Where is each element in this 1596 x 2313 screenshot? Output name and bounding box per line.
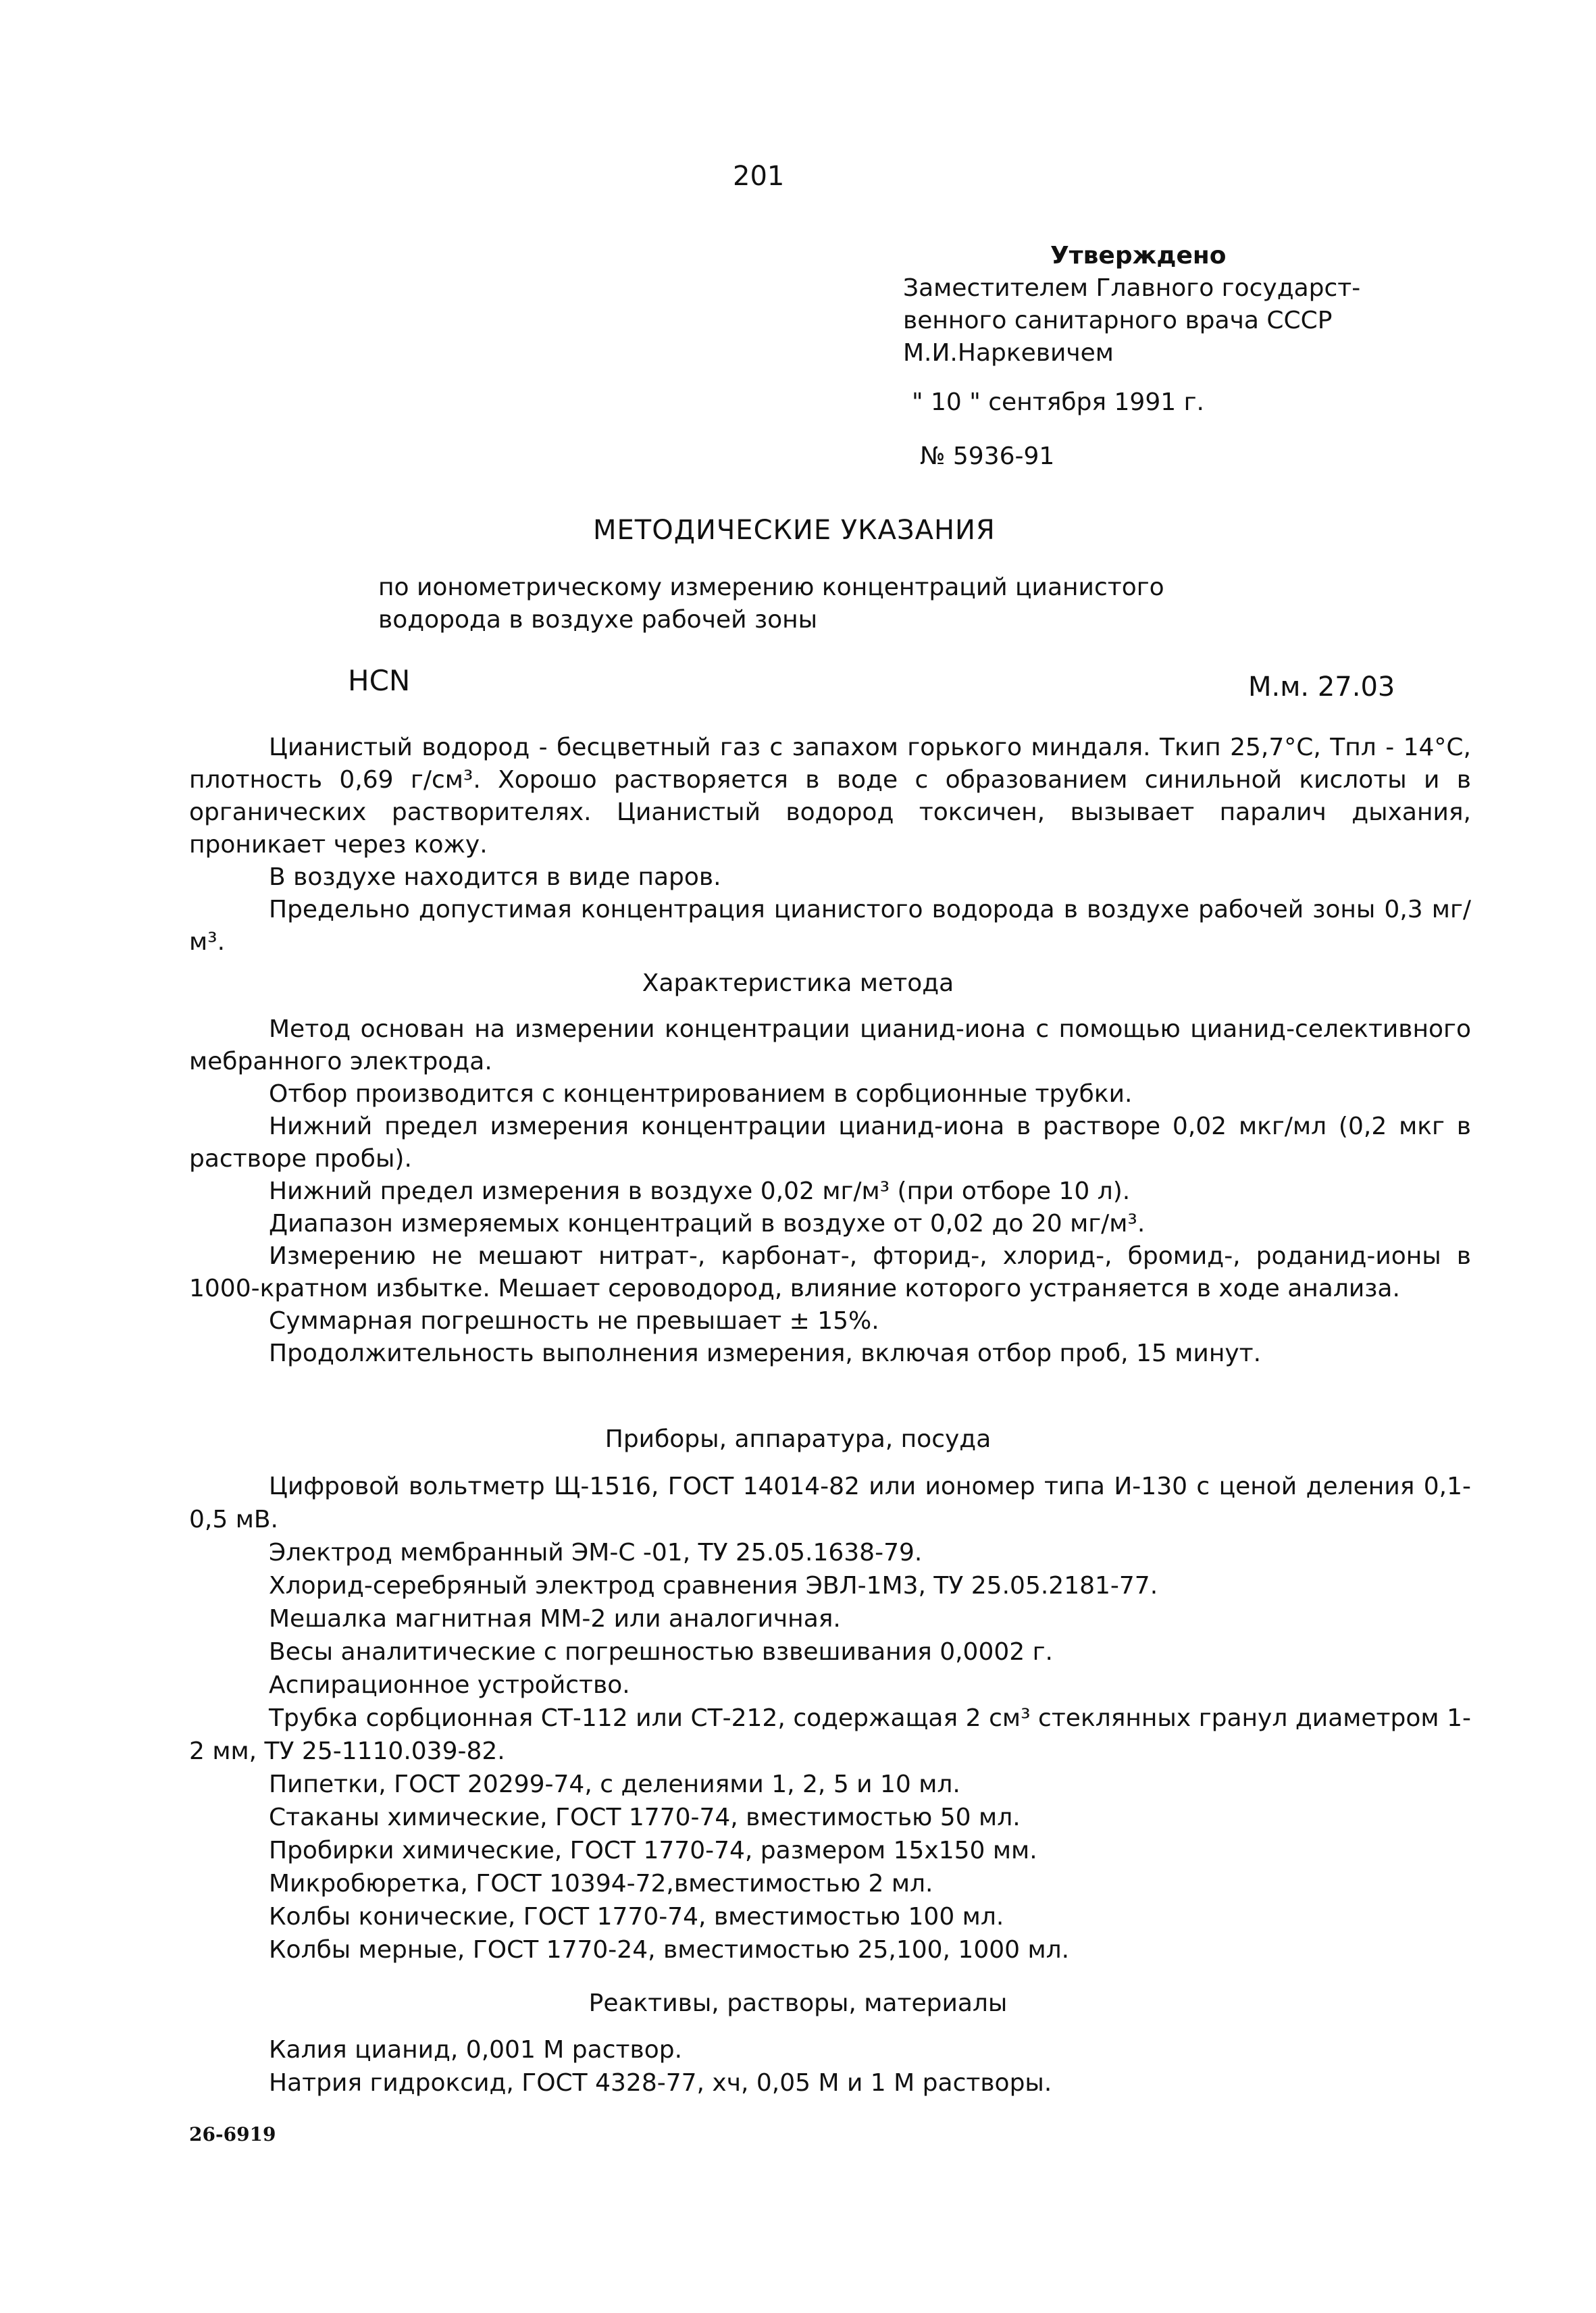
equipment-heading: Приборы, аппаратура, посуда [604,1425,992,1453]
list-item: Мешалка магнитная ММ-2 или аналогичная. [269,1605,841,1633]
reagents-list [189,2033,1471,2100]
approval-date: " 10 " сентября 1991 г. [912,388,1204,416]
method-paragraph: Нижний предел измерения в воздухе 0,02 мг/м³ (при отборе 10 л). [269,1177,1131,1205]
approval-heading: Утверждено [1050,242,1227,270]
approval-line: венного санитарного врача СССР [903,307,1333,334]
method-paragraph: Суммарная погрешность не превышает ± 15%. [269,1307,879,1335]
list-item: Трубка сорбционная СТ-112 или СТ-212, содержащая 2 см³ стеклянных гранул диаметром 1-2 мм, ТУ 25-1110.039-82. [189,1704,1471,1765]
intro-section [189,732,1471,959]
list-item: Колбы мерные, ГОСТ 1770-24, вместимостью 25,100, 1000 мл. [269,1936,1070,1964]
reagents-heading: Реактивы, растворы, материалы [588,1989,1008,2017]
document-subtitle: по ионометрическому измерению концентраций цианистого водорода в воздухе рабочей зоны [378,574,1164,634]
list-item: Цифровой вольтметр Щ-1516, ГОСТ 14014-82 или иономер типа И-130 с ценой деления 0,1-0,5 мВ. [189,1473,1471,1533]
list-item: Аспирационное устройство. [269,1671,630,1699]
document-title: МЕТОДИЧЕСКИЕ УКАЗАНИЯ [593,515,996,546]
approval-line: М.И.Наркевичем [903,339,1114,367]
list-item: Натрия гидроксид, ГОСТ 4328-77, хч, 0,05 М и 1 М растворы. [269,2069,1052,2097]
approval-line: Заместителем Главного государст- [903,274,1361,302]
page-number: 201 [733,161,785,192]
intro-paragraph: В воздухе находится в виде паров. [269,863,721,891]
list-item: Микробюретка, ГОСТ 10394-72,вместимостью 2 мл. [269,1870,933,1898]
list-item: Калия цианид, 0,001 М раствор. [269,2036,683,2064]
list-item: Стаканы химические, ГОСТ 1770-74, вместимостью 50 мл. [269,1804,1021,1831]
list-item: Электрод мембранный ЭМ-С -01, ТУ 25.05.1638-79. [269,1539,923,1567]
molar-mass-code: М.м. 27.03 [1248,671,1395,703]
list-item: Весы аналитические с погрешностью взвешивания 0,0002 г. [269,1638,1053,1666]
list-item: Колбы конические, ГОСТ 1770-74, вместимостью 100 мл. [269,1903,1004,1931]
method-paragraph: Отбор производится с концентрированием в сорбционные трубки. [269,1080,1133,1108]
equipment-list [189,1470,1471,1966]
method-paragraph: Нижний предел измерения концентрации цианид-иона в растворе 0,02 мкг/мл (0,2 мкг в растворе пробы). [189,1113,1471,1173]
document-number: № 5936-91 [920,442,1055,470]
intro-paragraph: Предельно допустимая концентрация цианистого водорода в воздухе рабочей зоны 0,3 мг/м³. [189,896,1471,956]
print-order-code: 26-6919 [189,2123,276,2145]
method-heading: Характеристика метода [642,969,954,997]
chemical-formula: HCN [348,664,411,697]
method-paragraph: Продолжительность выполнения измерения, включая отбор проб, 15 минут. [269,1340,1262,1367]
method-paragraph: Метод основан на измерении концентрации цианид-иона с помощью цианид-селективного мебранного электрода. [189,1015,1471,1075]
method-section [189,1013,1471,1370]
intro-paragraph: Цианистый водород - бесцветный газ с запахом горького миндаля. Ткип 25,7°С, Тпл - 14°С, плотность 0,69 г/см³. Хорошо растворяется в воде с образованием синильной кислоты и в органических растворителях. Цианистый водород токсичен, вызывает паралич дыхания, проникает через кожу. [189,734,1471,859]
method-paragraph: Диапазон измеряемых концентраций в воздухе от 0,02 до 20 мг/м³. [269,1210,1145,1238]
list-item: Пробирки химические, ГОСТ 1770-74, размером 15х150 мм. [269,1837,1037,1864]
approval-block [903,240,1360,370]
list-item: Пипетки, ГОСТ 20299-74, с делениями 1, 2, 5 и 10 мл. [269,1771,960,1798]
list-item: Хлорид-серебряный электрод сравнения ЭВЛ-1М3, ТУ 25.05.2181-77. [269,1572,1158,1600]
method-paragraph: Измерению не мешают нитрат-, карбонат-, фторид-, хлорид-, бромид-, роданид-ионы в 1000-кратном избытке. Мешает сероводород, влияние которого устраняется в ходе анализа. [189,1242,1471,1302]
